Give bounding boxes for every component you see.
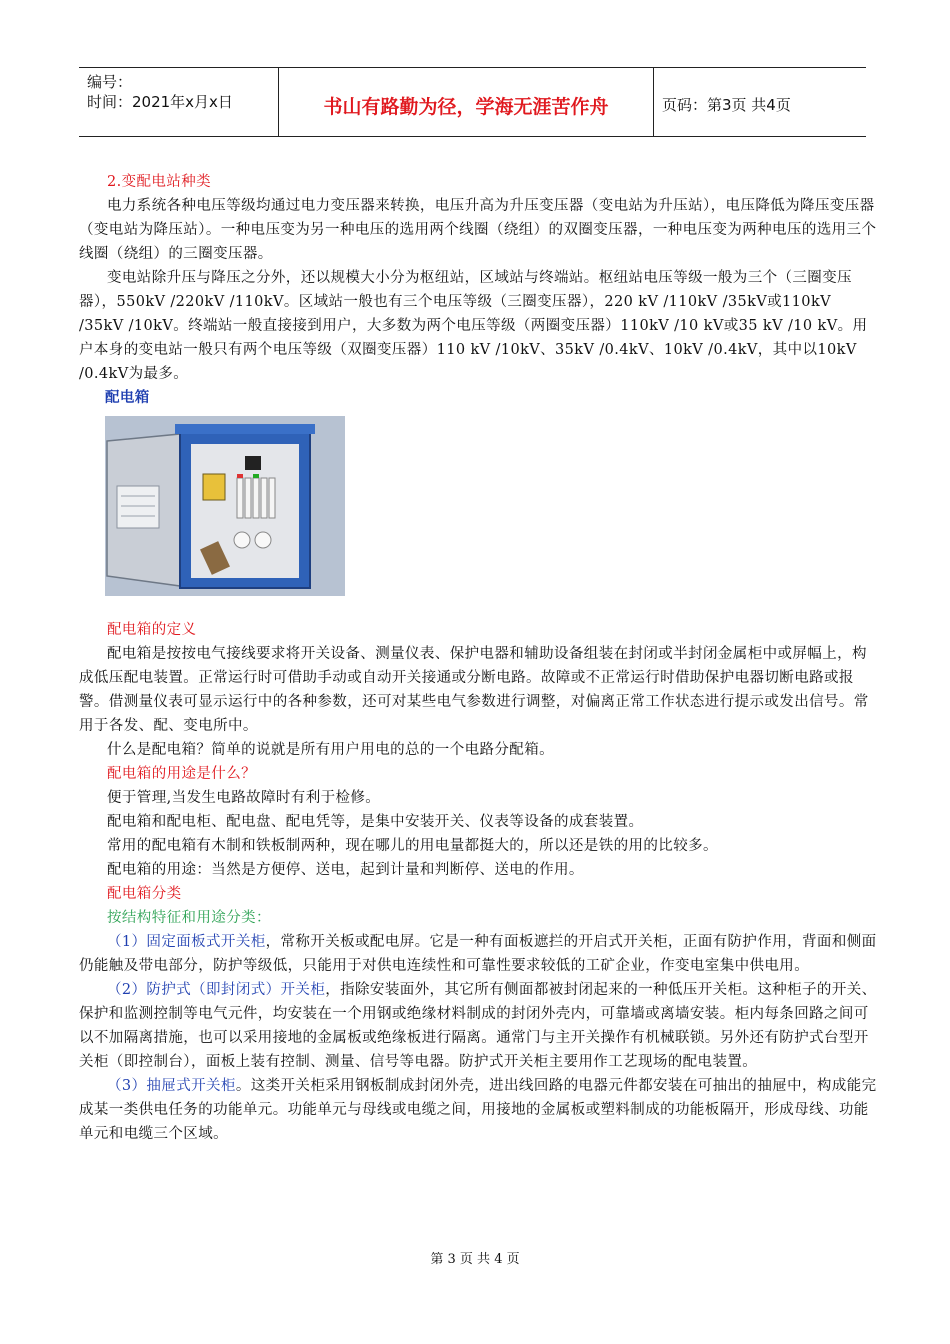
classification-item-3	[79, 1074, 879, 1146]
section-title-distribution-box: 配电箱	[105, 389, 150, 406]
document-body	[79, 170, 879, 1146]
classification-item-2	[79, 978, 879, 1074]
section-title-substation-types: 2.变配电站种类	[107, 174, 212, 190]
paragraph: 便于管理,当发生电路故障时有利于检修。	[107, 790, 381, 806]
classification-item-1	[79, 930, 879, 978]
section-title-usage: 配电箱的用途是什么？	[107, 766, 256, 782]
header-motto: 书山有路勤为径，学海无涯苦作舟	[279, 68, 654, 136]
item-label: （1）固定面板式开关柜	[107, 934, 266, 950]
paragraph: 配电箱的用途：当然是方便停、送电，起到计量和判断停、送电的作用。	[107, 862, 584, 878]
distribution-box-photo	[105, 416, 345, 596]
header-left-cell	[79, 68, 279, 136]
item-text: ，常称开关板或配电屏。它是一种有面板遮拦的开启式开关柜，正面有防护作用，背面和侧面仍能触及带电部分，防护等级低，只能用于对供电连续性和可靠性要求较低的工矿企业，作变电室集中供电用。	[79, 934, 877, 974]
subsection-title-structure: 按结构特征和用途分类：	[107, 910, 271, 926]
paragraph: 常用的配电箱有木制和铁板制两种，现在哪儿的用电量都挺大的，所以还是铁的用的比较多。	[107, 838, 718, 854]
item-label: （3）抽屉式开关柜	[107, 1078, 236, 1094]
paragraph: 变电站除升压与降压之分外，还以规模大小分为枢纽站，区域站与终端站。枢纽站电压等级一般为三个（三圈变压器），550kV /220kV /110kV。区域站一般也有三个电压等级（三圈变压器），220 kV /110kV /35kV或110kV /35kV /10kV。终端站一般直接接到用户，大多数为两个电压等级（两圈变压器）110kV /10 kV或35 kV /10 kV。用户本身的变电站一般只有两个电压等级（双圈变压器）110 kV /10kV、35kV /0.4kV、10kV /0.4kV，其中以10kV /0.4kV为最多。	[79, 270, 868, 382]
distribution-box-illustration	[105, 416, 345, 596]
serial-number-label: 编号：	[87, 73, 133, 91]
paragraph: 配电箱和配电柜、配电盘、配电凭等，是集中安装开关、仪表等设备的成套装置。	[107, 814, 644, 830]
page-footer: 第 3 页 共 4 页	[430, 1252, 520, 1267]
date-label: 时间：2021年x月x日	[87, 93, 233, 111]
page-header	[79, 67, 866, 137]
paragraph: 什么是配电箱？简单的说就是所有用户用电的总的一个电路分配箱。	[107, 742, 554, 758]
paragraph: 电力系统各种电压等级均通过电力变压器来转换，电压升高为升压变压器（变电站为升压站），电压降低为降压变压器（变电站为降压站）。一种电压变为另一种电压的选用两个线圈（绕组）的双圈变压器，一种电压变为两种电压的选用三个线圈（绕组）的三圈变压器。	[79, 198, 877, 262]
section-title-classification: 配电箱分类	[107, 886, 182, 902]
item-text: ，指除安装面外，其它所有侧面都被封闭起来的一种低压开关柜。这种柜子的开关、保护和监测控制等电气元件，均安装在一个用钢或绝缘材料制成的封闭外壳内，可靠墙或离墙安装。柜内每条回路之间可以不加隔离措施，也可以采用接地的金属板或绝缘板进行隔离。通常门与主开关操作有机械联锁。另外还有防护式台型开关柜（即控制台），面板上装有控制、测量、信号等电器。防护式开关柜主要用作工艺现场的配电装置。	[79, 982, 877, 1070]
paragraph: 配电箱是按按电气接线要求将开关设备、测量仪表、保护电器和辅助设备组装在封闭或半封闭金属柜中或屏幅上，构成低压配电装置。正常运行时可借助手动或自动开关接通或分断电路。故障或不正常运行时借助保护电器切断电路或报警。借测量仪表可显示运行中的各种参数，还可对某些电气参数进行调整，对偏离正常工作状态进行提示或发出信号。常用于各发、配、变电所中。	[79, 646, 869, 734]
item-text: 。这类开关柜采用钢板制成封闭外壳，进出线回路的电器元件都安装在可抽出的抽屉中，构成能完成某一类供电任务的功能单元。功能单元与母线或电缆之间，用接地的金属板或塑料制成的功能板隔开，形成母线、功能单元和电缆三个区域。	[79, 1078, 877, 1142]
section-title-definition: 配电箱的定义	[107, 622, 197, 638]
header-page-code: 页码：第3页 共4页	[662, 95, 791, 114]
item-label: （2）防护式（即封闭式）开关柜	[107, 982, 326, 998]
